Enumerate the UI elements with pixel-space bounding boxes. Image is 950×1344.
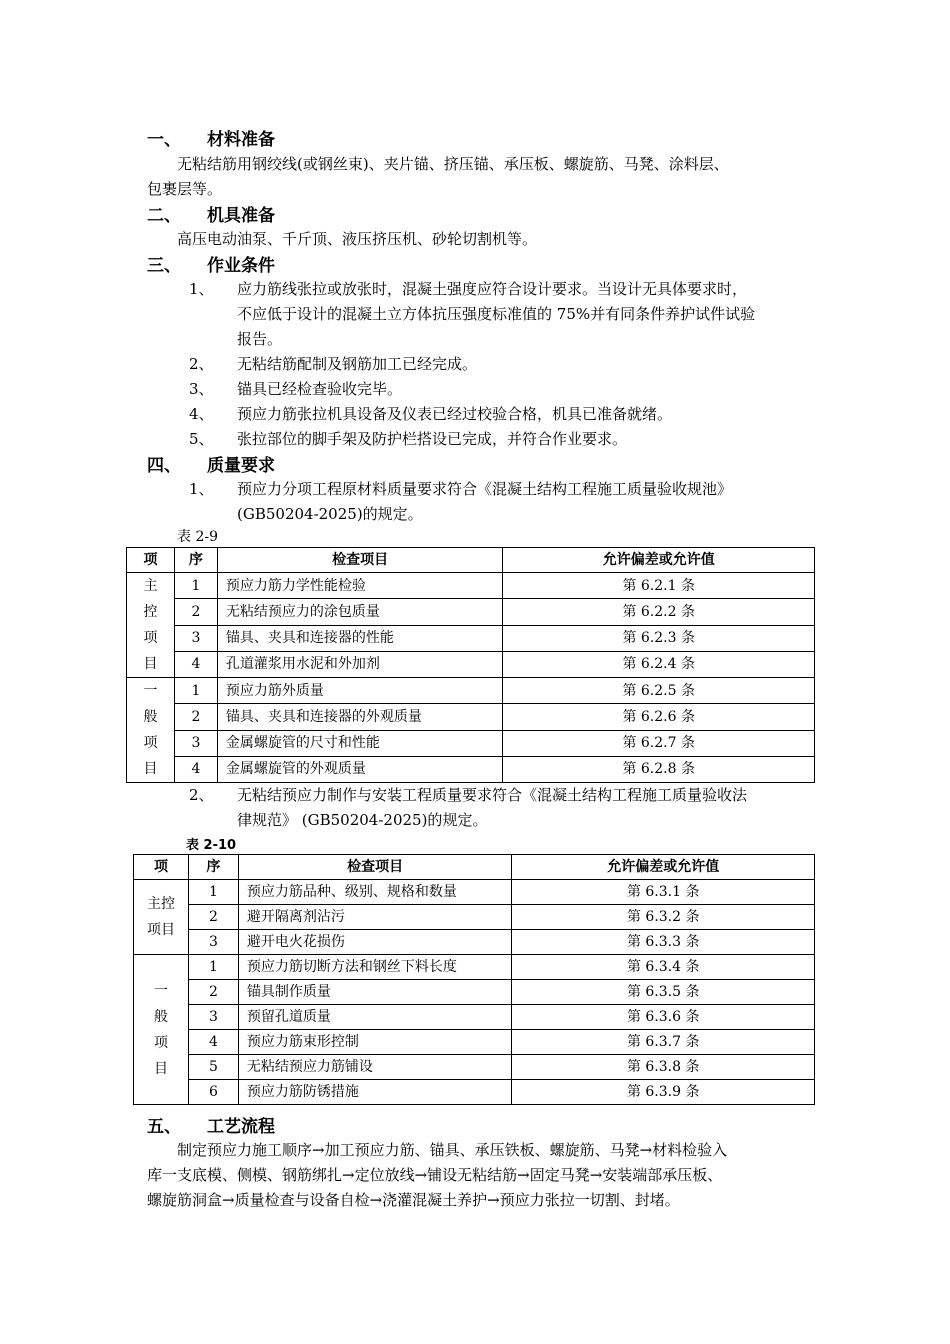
cell-item: 预应力筋品种、级别、规格和数量 (238, 880, 512, 905)
cell-item: 无粘结预应力筋铺设 (238, 1055, 512, 1080)
list-item-line: 无粘结预应力制作与安装工程质量要求符合《混凝土结构工程施工质量验收法 (237, 786, 748, 804)
cell-seq: 4 (188, 1030, 238, 1055)
table-2-9 (126, 547, 815, 783)
cell-item: 预应力筋防锈措施 (238, 1080, 512, 1105)
cell-value: 第 6.3.1 条 (512, 880, 815, 905)
list-item-line: 报告。 (237, 330, 283, 348)
list-item-number: 5、 (189, 430, 214, 448)
cell-seq: 3 (188, 930, 238, 955)
group-label: 主控项目 (143, 578, 158, 672)
group-cell (127, 678, 175, 783)
cell-item: 预应力筋外质量 (217, 678, 503, 704)
cell-item: 锚具制作质量 (238, 980, 512, 1005)
group-cell (134, 880, 189, 955)
list-item-number: 2、 (189, 355, 214, 373)
table-row (127, 704, 815, 730)
list-item-line: 预应力分项工程原材料质量要求符合《混凝土结构工程施工质量验收规池》 (237, 480, 733, 498)
section-4-number: 四、 (147, 456, 181, 476)
cell-value: 第 6.3.9 条 (512, 1080, 815, 1105)
table-1-caption: 表 2-9 (177, 529, 218, 545)
cell-value: 第 6.2.5 条 (503, 678, 815, 704)
cell-value: 第 6.2.2 条 (503, 599, 815, 625)
cell-seq: 2 (174, 704, 217, 730)
cell-seq: 1 (188, 880, 238, 905)
header-cell: 序 (188, 855, 238, 880)
section-2-number: 二、 (147, 206, 181, 226)
cell-seq: 2 (174, 599, 217, 625)
list-item-number: 1、 (189, 480, 214, 498)
list-item-number: 1、 (189, 280, 214, 298)
group-label: 一般项目 (143, 683, 158, 777)
cell-item: 预应力筋束形控制 (238, 1030, 512, 1055)
section-1-line: 包裹层等。 (147, 180, 223, 198)
cell-seq: 5 (188, 1055, 238, 1080)
list-item-line: 律规范》 (GB50204-2025)的规定。 (237, 811, 488, 829)
list-item-number: 4、 (189, 405, 214, 423)
table-row (134, 880, 815, 905)
section-5-title: 工艺流程 (207, 1117, 275, 1137)
cell-value: 第 6.3.3 条 (512, 930, 815, 955)
table-row (127, 625, 815, 651)
cell-item: 锚具、夹具和连接器的性能 (217, 625, 503, 651)
cell-value: 第 6.3.8 条 (512, 1055, 815, 1080)
section-3-title: 作业条件 (207, 256, 275, 276)
list-item-number: 2、 (189, 786, 214, 804)
table-row (127, 678, 815, 704)
table-row (134, 1030, 815, 1055)
list-item-line: 锚具已经检查验收完毕。 (237, 380, 403, 398)
table-header-row (127, 548, 815, 573)
header-cell: 允许偏差或允许值 (512, 855, 815, 880)
section-1-number: 一、 (147, 130, 181, 150)
cell-value: 第 6.3.2 条 (512, 905, 815, 930)
cell-seq: 3 (174, 625, 217, 651)
list-item-line: 预应力筋张拉机具设备及仪表已经过校验合格，机具已准备就绪。 (237, 405, 673, 423)
table-2-caption: 表 2-10 (186, 838, 237, 853)
cell-item: 金属螺旋管的外观质量 (217, 756, 503, 782)
cell-value: 第 6.2.1 条 (503, 573, 815, 599)
table-row (134, 1080, 815, 1105)
cell-item: 预应力筋力学性能检验 (217, 573, 503, 599)
table-2-10 (133, 854, 815, 1105)
cell-item: 避开电火花损伤 (238, 930, 512, 955)
cell-seq: 2 (188, 980, 238, 1005)
cell-item: 孔道灌浆用水泥和外加剂 (217, 651, 503, 677)
table-row (127, 599, 815, 625)
cell-seq: 3 (188, 1005, 238, 1030)
group-cell (127, 573, 175, 678)
section-5-line: 螺旋筋洞盒→质量检查与设备自检→浇灌混凝土养护→预应力张拉一切割、封堵。 (147, 1191, 680, 1209)
cell-seq: 4 (174, 651, 217, 677)
cell-value: 第 6.3.6 条 (512, 1005, 815, 1030)
cell-value: 第 6.3.4 条 (512, 955, 815, 980)
table-header-row (134, 855, 815, 880)
section-3-number: 三、 (147, 256, 181, 276)
cell-item: 避开隔离剂沾污 (238, 905, 512, 930)
cell-seq: 4 (174, 756, 217, 782)
table-row (134, 1055, 815, 1080)
list-item-line: 不应低于设计的混凝土立方体抗压强度标准值的 75%并有同条件养护试件试验 (237, 305, 756, 323)
cell-seq: 2 (188, 905, 238, 930)
header-cell: 允许偏差或允许值 (503, 548, 815, 573)
group-cell (134, 955, 189, 1105)
cell-item: 无粘结预应力的涂包质量 (217, 599, 503, 625)
group-label: 主控项目 (146, 896, 175, 938)
cell-value: 第 6.2.6 条 (503, 704, 815, 730)
table-row (127, 573, 815, 599)
table-row (127, 730, 815, 756)
list-item-line: (GB50204-2025)的规定。 (237, 505, 423, 523)
cell-item: 金属螺旋管的尺寸和性能 (217, 730, 503, 756)
cell-item: 预应力筋切断方法和钢丝下料长度 (238, 955, 512, 980)
table-row (134, 930, 815, 955)
list-item-number: 3、 (189, 380, 214, 398)
list-item-line: 应力筋线张拉或放张时，混凝土强度应符合设计要求。当设计无具体要求时， (237, 280, 748, 298)
header-cell: 序 (174, 548, 217, 573)
cell-item: 预留孔道质量 (238, 1005, 512, 1030)
cell-item: 锚具、夹具和连接器的外观质量 (217, 704, 503, 730)
section-4-title: 质量要求 (207, 456, 275, 476)
group-label: 一般项目 (153, 982, 168, 1077)
cell-seq: 1 (174, 573, 217, 599)
header-cell: 项 (134, 855, 189, 880)
cell-seq: 1 (174, 678, 217, 704)
table-row (127, 651, 815, 677)
section-1-line: 无粘结筋用钢绞线(或钢丝束)、夹片锚、挤压锚、承压板、螺旋筋、马凳、涂料层、 (177, 155, 729, 173)
table-row (127, 756, 815, 782)
header-cell: 项 (127, 548, 175, 573)
section-2-line: 高压电动油泵、千斤顶、液压挤压机、砂轮切割机等。 (177, 230, 538, 248)
section-5-line: 库一支底模、侧模、钢筋绑扎→定位放线→铺设无粘结筋→固定马凳→安装端部承压板、 (147, 1166, 723, 1184)
section-2-title: 机具准备 (207, 206, 275, 226)
cell-seq: 1 (188, 955, 238, 980)
cell-value: 第 6.3.5 条 (512, 980, 815, 1005)
cell-value: 第 6.2.7 条 (503, 730, 815, 756)
table-row (134, 955, 815, 980)
section-1-title: 材料准备 (207, 130, 275, 150)
cell-value: 第 6.2.3 条 (503, 625, 815, 651)
cell-value: 第 6.3.7 条 (512, 1030, 815, 1055)
cell-seq: 3 (174, 730, 217, 756)
table-row (134, 905, 815, 930)
section-5-line: 制定预应力施工顺序→加工预应力筋、锚具、承压铁板、螺旋筋、马凳→材料检验入 (177, 1141, 728, 1159)
header-cell: 检查项目 (217, 548, 503, 573)
header-cell: 检查项目 (238, 855, 512, 880)
cell-value: 第 6.2.8 条 (503, 756, 815, 782)
cell-value: 第 6.2.4 条 (503, 651, 815, 677)
table-row (134, 980, 815, 1005)
list-item-line: 张拉部位的脚手架及防护栏搭设已完成，并符合作业要求。 (237, 430, 628, 448)
section-5-number: 五、 (147, 1117, 181, 1137)
table-row (134, 1005, 815, 1030)
list-item-line: 无粘结筋配制及钢筋加工已经完成。 (237, 355, 478, 373)
cell-seq: 6 (188, 1080, 238, 1105)
